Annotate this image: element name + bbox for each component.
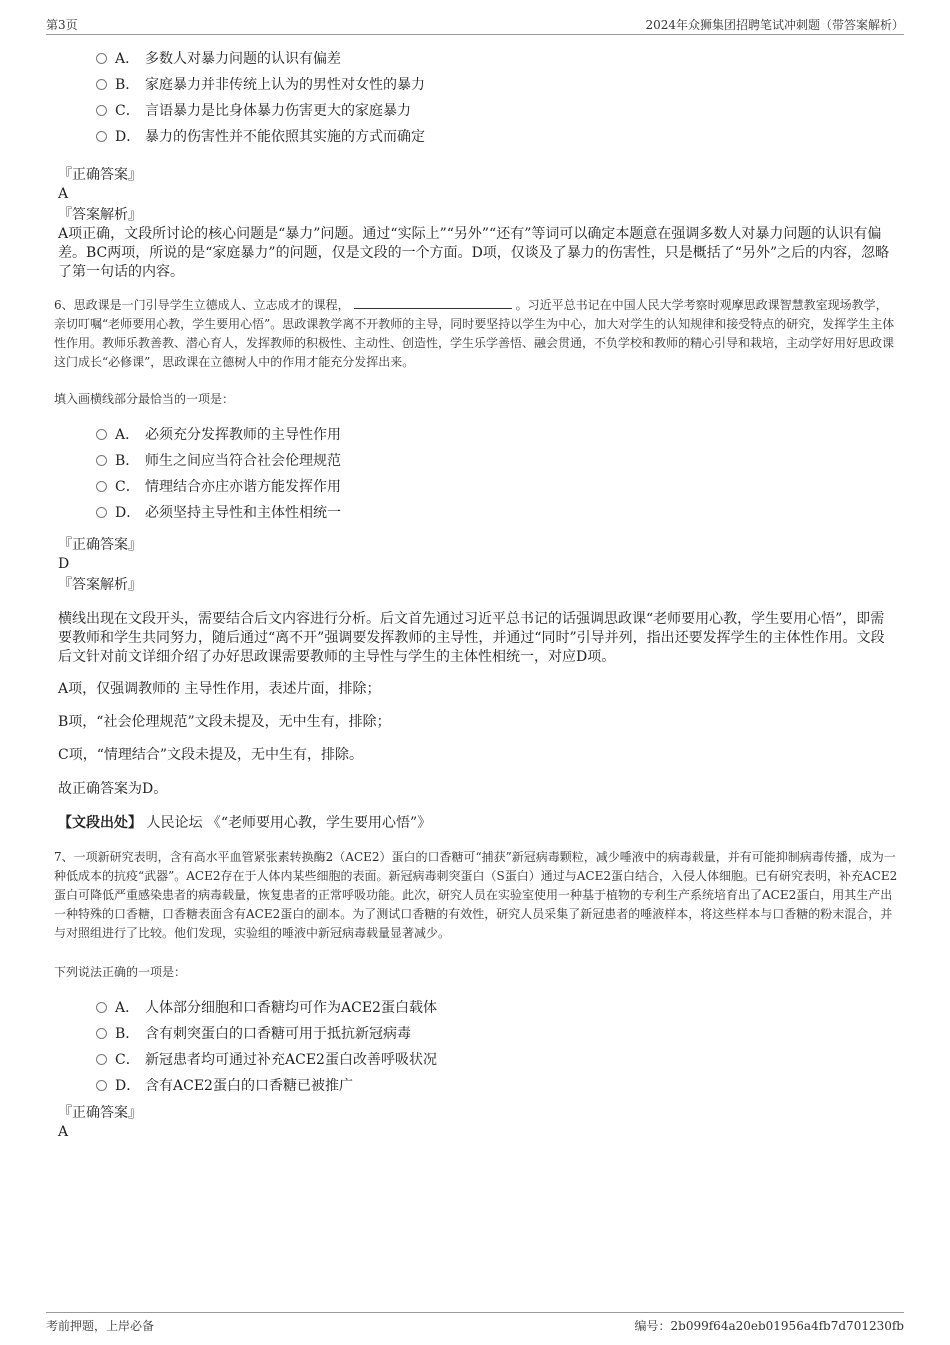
q6-analysis-para: 横线出现在文段开头，需要结合后文内容进行分析。后文首先通过习近平总书记的话强调思政课“老师要用心教，学生要用心悟”，即需要教师和学生共同努力，随后通过“离不开”强调要发挥教师的主导性，并通过“同时”引导并列，指出还要发挥学生的主体性作用。文段后文针对前文详细介绍了办好思政课需要教师的主导性与学生的主体性相统一，对应D项。 bbox=[58, 611, 885, 665]
q7-answer-label: 『正确答案』 bbox=[58, 1105, 142, 1121]
radio-icon[interactable] bbox=[96, 1002, 107, 1013]
q6-option-c[interactable]: C． 情理结合亦庄亦谐方能发挥作用 bbox=[96, 474, 341, 500]
q6-analysis-para: 故正确答案为D。 bbox=[58, 781, 168, 797]
q5-answer-label: 『正确答案』 bbox=[58, 167, 142, 183]
q6-options bbox=[96, 422, 341, 526]
radio-icon[interactable] bbox=[96, 507, 107, 518]
q5-option-a[interactable]: A． 多数人对暴力问题的认识有偏差 bbox=[96, 46, 425, 72]
q6-analysis-label: 『答案解析』 bbox=[58, 577, 142, 593]
radio-icon[interactable] bbox=[96, 481, 107, 492]
radio-icon[interactable] bbox=[96, 105, 107, 116]
q7-option-a[interactable]: A． 人体部分细胞和口香糖均可作为ACE2蛋白载体 bbox=[96, 995, 437, 1021]
q5-option-d[interactable]: D． 暴力的伤害性并不能依照其实施的方式而确定 bbox=[96, 124, 425, 150]
q7-option-c[interactable]: C． 新冠患者均可通过补充ACE2蛋白改善呼吸状况 bbox=[96, 1047, 437, 1073]
page-footer bbox=[46, 1312, 904, 1333]
q6-option-a[interactable]: A． 必须充分发挥教师的主导性作用 bbox=[96, 422, 341, 448]
radio-icon[interactable] bbox=[96, 455, 107, 466]
q7-answer: A bbox=[58, 1124, 69, 1140]
radio-icon[interactable] bbox=[96, 429, 107, 440]
q5-option-b[interactable]: B． 家庭暴力并非传统上认为的男性对女性的暴力 bbox=[96, 72, 425, 98]
q6-question: 6、思政课是一门引导学生立德成人、立志成才的课程， 。习近平总书记在中国人民大学考察时观摩思政课智慧教室现场教学，亲切叮嘱“老师要用心教，学生要用心悟”。思政课教学离不开教师的主导，同时要坚持以学生为中心，加大对学生的认知规律和接受特点的研究，发挥学生主体性作用。教师乐教善教、潜心育人，发挥教师的积极性、主动性、创造性，学生乐学善悟、融会贯通，不负学校和教师的精心引导和栽培，主动学好用好思政课这门成长“必修课”，思政课在立德树人中的作用才能充分发挥出来。 bbox=[54, 298, 895, 369]
q6-analysis-para: C项，“情理结合”文段未提及，无中生有，排除。 bbox=[58, 747, 364, 763]
page-number: 第3页 bbox=[46, 18, 78, 32]
q6-analysis-para: B项，“社会伦理规范”文段未提及，无中生有，排除； bbox=[58, 714, 391, 730]
q7-option-b[interactable]: B． 含有刺突蛋白的口香糖可用于抵抗新冠病毒 bbox=[96, 1021, 437, 1047]
q7-prompt: 下列说法正确的一项是： bbox=[54, 965, 187, 979]
q6-answer: D bbox=[58, 556, 70, 572]
page-header bbox=[46, 16, 904, 35]
radio-icon[interactable] bbox=[96, 1080, 107, 1091]
q6-option-d[interactable]: D． 必须坚持主导性和主体性相统一 bbox=[96, 500, 341, 526]
q5-answer: A bbox=[58, 186, 69, 202]
q7-question: 7、一项新研究表明，含有高水平血管紧张素转换酶2（ACE2）蛋白的口香糖可“捕获”新冠病毒颗粒，减少唾液中的病毒载量，并有可能抑制病毒传播，成为一种低成本的抗疫“武器”。ACE2存在于人体内某些细胞的表面。新冠病毒刺突蛋白（S蛋白）通过与ACE2蛋白结合，入侵人体细胞。已有研究表明，补充ACE2蛋白可降低严重感染患者的病毒载量，恢复患者的正常呼吸功能。此次，研究人员在实验室使用一种基于植物的专利生产系统培育出了ACE2蛋白，用其生产出一种特殊的口香糖，口香糖表面含有ACE2蛋白的副本。为了测试口香糖的有效性，研究人员采集了新冠患者的唾液样本，将这些样本与口香糖的粉末混合，并与对照组进行了比较。他们发现，实验组的唾液中新冠病毒载量显著减少。 bbox=[54, 850, 898, 940]
q6-analysis-para: A项，仅强调教师的 主导性作用，表述片面，排除； bbox=[58, 681, 381, 697]
fill-blank bbox=[354, 296, 512, 309]
radio-icon[interactable] bbox=[96, 1028, 107, 1039]
footer-slogan: 考前押题，上岸必备 bbox=[46, 1319, 155, 1333]
radio-icon[interactable] bbox=[96, 131, 107, 142]
q6-prompt: 填入画横线部分最恰当的一项是： bbox=[54, 392, 235, 406]
q6-source: 【文段出处】 人民论坛 《“老师要用心教，学生要用心悟”》 bbox=[58, 815, 432, 831]
document-id: 编号：2b099f64a20eb01956a4fb7d701230fb bbox=[634, 1319, 904, 1333]
radio-icon[interactable] bbox=[96, 1054, 107, 1065]
q7-options bbox=[96, 995, 437, 1099]
q5-analysis: A项正确，文段所讨论的核心问题是“暴力”问题。通过“实际上”“另外”“还有”等词可以确定本题意在强调多数人对暴力问题的认识有偏差。BC两项，所说的是“家庭暴力”的问题，仅是文段的一个方面。D项，仅谈及了暴力的伤害性，只是概括了“另外”之后的内容，忽略了第一句话的内容。 bbox=[58, 226, 890, 280]
q6-option-b[interactable]: B． 师生之间应当符合社会伦理规范 bbox=[96, 448, 341, 474]
radio-icon[interactable] bbox=[96, 53, 107, 64]
q7-option-d[interactable]: D． 含有ACE2蛋白的口香糖已被推广 bbox=[96, 1073, 437, 1099]
q6-answer-label: 『正确答案』 bbox=[58, 537, 142, 553]
radio-icon[interactable] bbox=[96, 79, 107, 90]
q5-analysis-label: 『答案解析』 bbox=[58, 207, 142, 223]
q5-options bbox=[96, 46, 425, 150]
document-title: 2024年众狮集团招聘笔试冲刺题（带答案解析） bbox=[645, 18, 904, 32]
q5-option-c[interactable]: C． 言语暴力是比身体暴力伤害更大的家庭暴力 bbox=[96, 98, 425, 124]
